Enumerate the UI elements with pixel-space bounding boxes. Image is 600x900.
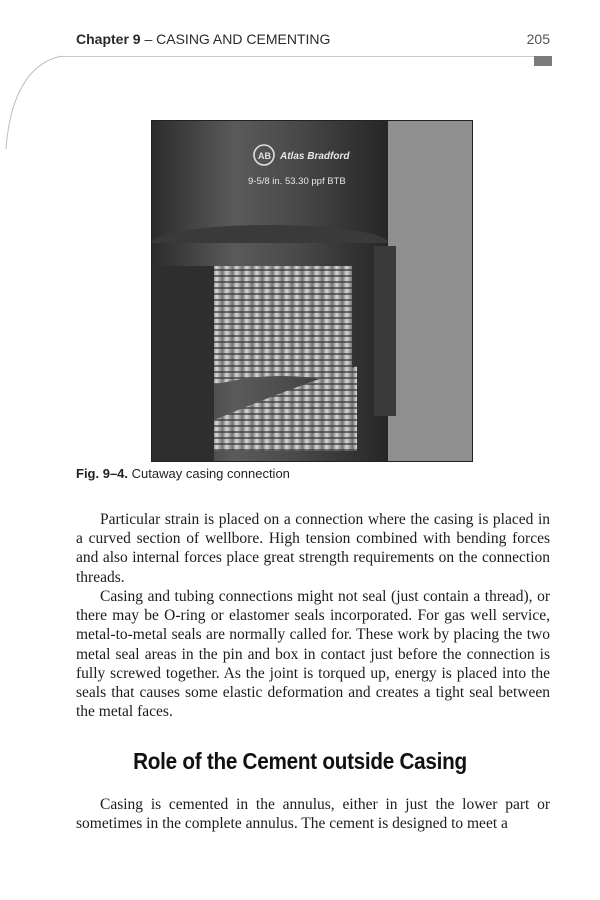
decorative-corner-curve (0, 54, 70, 154)
brand-label: Atlas Bradford (280, 151, 350, 162)
header-rule (60, 56, 550, 57)
svg-text:AB: AB (258, 151, 271, 161)
page-number: 205 (526, 31, 550, 47)
casing-connection-photo (151, 120, 473, 462)
spec-label: 9-5/8 in. 53.30 ppf BTB (248, 176, 346, 187)
running-header (76, 31, 330, 47)
chapter-title: – CASING AND CEMENTING (140, 31, 331, 47)
chapter-label: Chapter 9 (76, 31, 141, 47)
caption-label: Fig. 9–4. (76, 466, 129, 481)
paragraph-3 (76, 795, 550, 833)
section-heading: Role of the Cement outside Casing (133, 748, 467, 774)
header-marker (534, 56, 552, 66)
caption-text: Cutaway casing connection (128, 466, 290, 481)
paragraph-1 (76, 510, 550, 587)
paragraph-2 (76, 587, 550, 721)
casing-photo-illustration (152, 121, 472, 461)
paragraph-2-text: Casing and tubing connections might not seal (just contain a thread), or there may be O-ring or elastomer seals incorporated. For gas well service, metal-to-metal seals are normally called for. These work by placing the two metal seal areas in the pin and box in contact just before the connection is fully screwed together. As the joint is torqued up, energy is placed into the seals that causes some elastic deformation and creates a tight seal between the metal faces. (76, 588, 550, 721)
paragraph-1-text: Particular strain is placed on a connection where the casing is placed in a curved section of wellbore. High tension combined with bending forces and also internal forces place great strength requirements on the connection threads. (76, 511, 550, 586)
figure-caption (76, 466, 290, 481)
paragraph-3-text: Casing is cemented in the annulus, either in just the lower part or sometimes in the complete annulus. The cement is designed to meet a (76, 796, 550, 833)
